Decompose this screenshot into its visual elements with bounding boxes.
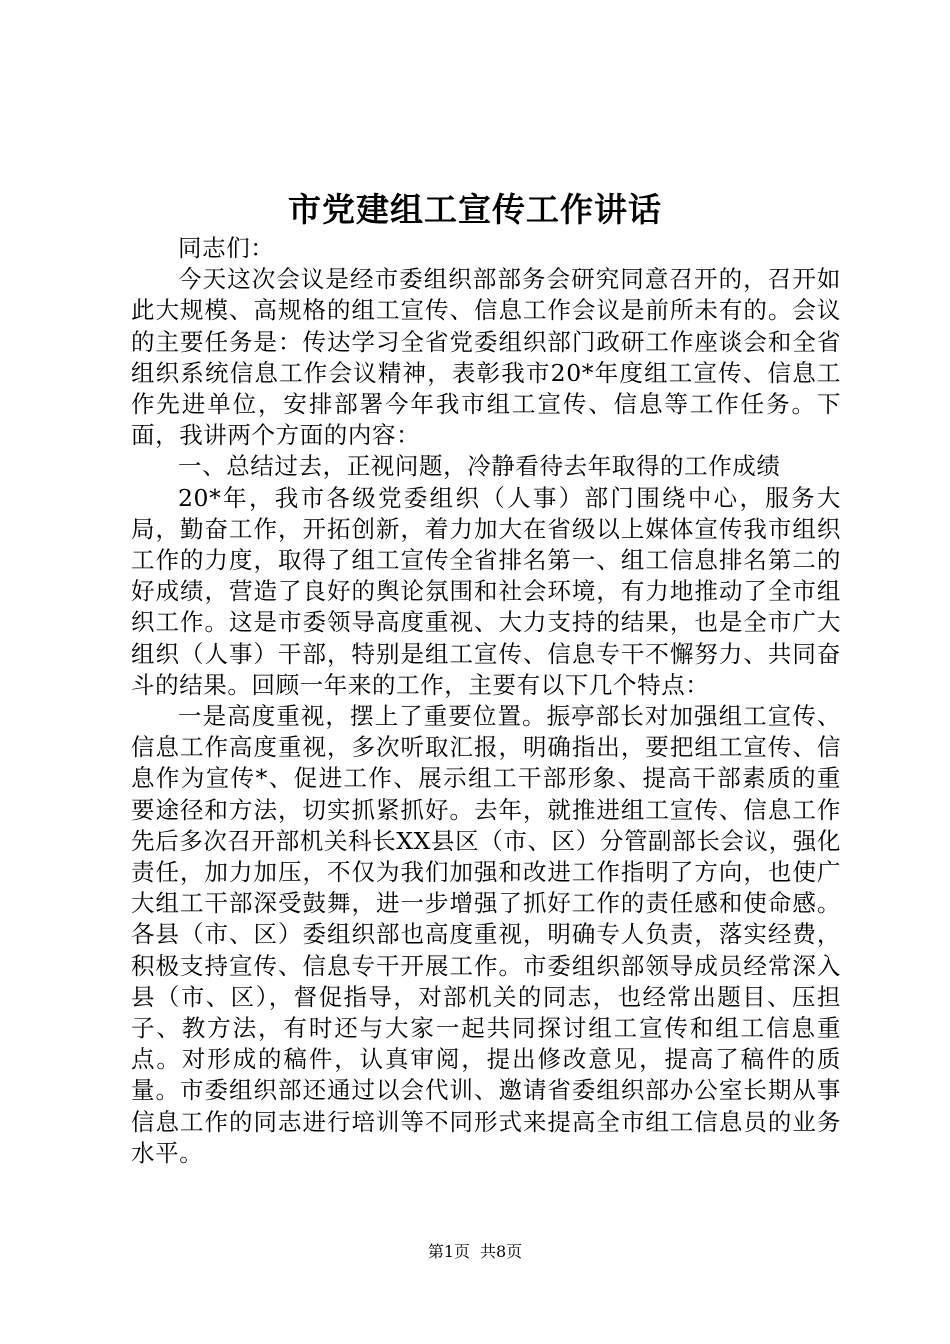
page-footer bbox=[0, 1240, 950, 1264]
point-one-paragraph: 一是高度重视，摆上了重要位置。振亭部长对加强组工宣传、信息工作高度重视，多次听取汇报，明确指出，要把组工宣传、信息作为宣传*、促进工作、展示组工干部形象、提高干部素质的重要途径和方法，切实抓紧抓好。去年，就推进组工宣传、信息工作先后多次召开部机关科长XX县区（市、区）分管副部长会议，强化责任，加力加压，不仅为我们加强和改进工作指明了方向，也使广大组工干部深受鼓舞，进一步增强了抓好工作的责任感和使命感。各县（市、区）委组织部也高度重视，明确专人负责，落实经费，积极支持宣传、信息专干开展工作。市委组织部领导成员经常深入县（市、区），督促指导，对部机关的同志，也经常出题目、压担子、教方法，有时还与大家一起共同探讨组工宣传和组工信息重点。对形成的稿件，认真审阅，提出修改意见，提高了稿件的质量。市委组织部还通过以会代训、邀请省委组织部办公室长期从事信息工作的同志进行培训等不同形式来提高全市组工信息员的业务水平。 bbox=[131, 702, 841, 1167]
intro-paragraph: 今天这次会议是经市委组织部部务会研究同意召开的，召开如此大规模、高规格的组工宣传、信息工作会议是前所未有的。会议的主要任务是：传达学习全省党委组织部门政研工作座谈会和全省组织系统信息工作会议精神，表彰我市20*年度组工宣传、信息工作先进单位，安排部署今年我市组工宣传、信息等工作任务。下面，我讲两个方面的内容： bbox=[131, 265, 841, 450]
document-body bbox=[131, 233, 841, 1169]
page-number: 第1页 bbox=[427, 1242, 470, 1261]
summary-paragraph: 20*年，我市各级党委组织（人事）部门围绕中心，服务大局，勤奋工作，开拓创新，着力加大在省级以上媒体宣传我市组织工作的力度，取得了组工宣传全省排名第一、组工信息排名第二的好成绩，营造了良好的舆论氛围和社会环境，有力地推动了全市组织工作。这是市委领导高度重视、大力支持的结果，也是全市广大组织（人事）干部，特别是组工宣传、信息专干不懈努力、共同奋斗的结果。回顾一年来的工作，主要有以下几个特点： bbox=[131, 483, 841, 699]
salutation-paragraph: 同志们： bbox=[178, 234, 275, 262]
document-title: 市党建组工宣传工作讲话 bbox=[288, 190, 662, 229]
section-heading: 一、总结过去，正视问题，冷静看待去年取得的工作成绩 bbox=[178, 452, 781, 481]
page-total: 共8页 bbox=[480, 1242, 523, 1261]
